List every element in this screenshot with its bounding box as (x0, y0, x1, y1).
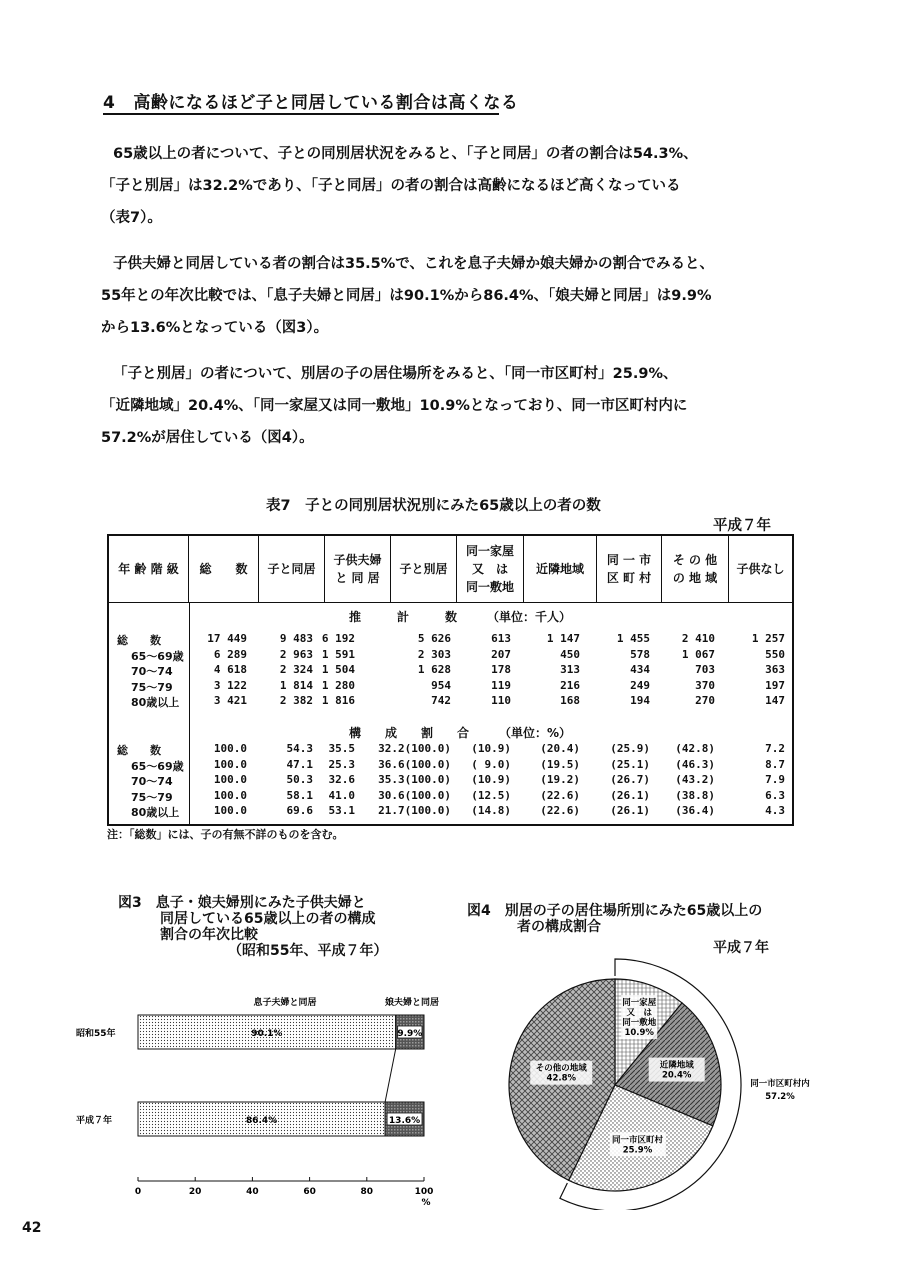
para-line: 57.2%が居住している（図4）。 (101, 430, 314, 446)
table-cell: 194 (630, 694, 650, 707)
table-cell: 1 067 (681, 647, 715, 661)
slice-label: 同一敷地 (622, 1018, 657, 1029)
table-header-cell: 子供なし (736, 562, 785, 576)
table-header-cell: 近隣地域 (524, 536, 597, 602)
fig3-title-line: 図3 息子・娘夫婦別にみた子供夫婦と (118, 895, 366, 911)
table-cell: 9 483 (279, 632, 313, 645)
table-cell: 450 (560, 647, 580, 661)
table-header-cell: 子と同居 (259, 536, 325, 602)
table-cell: 35.3(100.0) (378, 773, 451, 786)
para-line: 「子と別居」は32.2%であり、「子と同居」の者の割合は高齢になるほど高くなっている (101, 178, 681, 194)
row-label: 65〜69歳 (131, 649, 184, 663)
table-cell: 1 257 (751, 632, 785, 645)
table-cell: 119 (491, 678, 511, 692)
table-cell: 7.9 (765, 773, 785, 786)
x-unit: % (421, 1198, 431, 1208)
table-cell: 110 (491, 694, 511, 707)
fig4-year: 平成７年 (713, 940, 769, 956)
table-header (109, 536, 792, 603)
table-cell: 370 (695, 678, 715, 692)
slice-label: 20.4% (661, 1070, 692, 1081)
table-cell: 2 963 (279, 647, 313, 661)
legend-son: 息子夫婦と同居 (253, 998, 317, 1008)
category-label: 昭和55年 (76, 1029, 116, 1039)
slice-label: 又 は (626, 1008, 652, 1019)
table-cell: 6 289 (213, 647, 247, 661)
connector-line (385, 1049, 396, 1102)
slice-label: 10.9% (624, 1028, 654, 1039)
table-cell: (36.4) (675, 804, 715, 817)
table-cell: 32.6 (328, 773, 355, 786)
table-cell: 434 (630, 663, 650, 676)
section-label-estimates: 推 計 数 （単位：千人） (349, 610, 572, 624)
table-cell: 100.0 (213, 757, 247, 771)
bar-data-label: 9.9% (397, 1029, 423, 1039)
table-cell: 1 816 (321, 694, 355, 707)
x-tick-label: 60 (303, 1187, 316, 1197)
table-header-cell: 同一家屋 又 は 同一敷地 (457, 536, 524, 602)
fig4-title (467, 903, 762, 935)
fig4-title-line: 図4 別居の子の居住場所別にみた65歳以上の (467, 903, 763, 919)
table-cell: 50.3 (286, 773, 313, 786)
table-cell: 3 122 (213, 678, 247, 692)
slice-label: 42.8% (546, 1073, 577, 1084)
table-cell: (25.9) (610, 742, 650, 755)
fig4-title-line: 者の構成割合 (517, 919, 601, 936)
table-cell: 954 (431, 678, 451, 692)
table-header-cell: 子供夫婦 と 同 居 (325, 536, 391, 602)
table-cell: (38.8) (675, 788, 715, 802)
table-cell: 7.2 (765, 742, 785, 755)
table-cell: ( 9.0) (471, 757, 511, 771)
slice-label: その他の地域 (535, 1063, 587, 1074)
para-line: 55年との年次比較では、「息子夫婦と同居」は90.1%から86.4%、「娘夫婦と同居」は9.9% (101, 288, 712, 304)
table-cell: (19.5) (540, 757, 580, 771)
paragraph-3 (101, 364, 813, 460)
table-cell: 21.7(100.0) (378, 804, 451, 817)
table-cell: 69.6 (286, 804, 313, 817)
table-cell: 32.2(100.0) (378, 742, 451, 755)
table-cell: (26.1) (610, 788, 650, 802)
table-header-cell: 子と別居 (391, 536, 457, 602)
fig3-title-line: 割合の年次比較 (160, 927, 258, 944)
paragraph-2 (101, 254, 813, 350)
table-cell: 197 (765, 678, 785, 692)
table-cell: 3 421 (213, 694, 247, 707)
table-cell: 178 (491, 663, 511, 676)
row-label: 65〜69歳 (131, 759, 184, 773)
table-cell: 1 280 (321, 678, 355, 692)
slice-label: 近隣地域 (659, 1060, 694, 1071)
bracket-value: 57.2% (765, 1092, 795, 1102)
fig3-title-line: 同居している65歳以上の者の構成 (160, 911, 376, 928)
table-cell: 4.3 (765, 804, 785, 817)
para-line: 子供夫婦と同居している者の割合は35.5%で、これを息子夫婦か娘夫婦かの割合でみると、 (113, 256, 715, 272)
table-header-cell: 総 数 (189, 536, 259, 602)
table-cell: (22.6) (540, 788, 580, 802)
para-line: 「子と別居」の者について、別居の子の居住場所をみると、「同一市区町村」25.9%、 (113, 366, 678, 382)
table-cell: 613 (491, 632, 511, 645)
slice-label: 同一市区町村 (611, 1135, 663, 1146)
fig3-title (118, 895, 387, 959)
table-cell: (10.9) (471, 742, 511, 755)
legend-daughter: 娘夫婦と同居 (384, 998, 440, 1008)
table-cell: 1 504 (321, 663, 355, 676)
table-cell: 1 628 (417, 663, 451, 676)
table-cell: 6.3 (765, 788, 785, 802)
table-cell: 270 (695, 694, 715, 707)
para-line: （表7）。 (101, 210, 162, 226)
table-cell: 2 382 (279, 694, 313, 707)
table-cell: (14.8) (471, 804, 511, 817)
paragraph-1 (101, 144, 813, 240)
table-cell: 249 (630, 678, 650, 692)
row-label: 80歳以上 (131, 696, 180, 709)
x-tick-label: 40 (246, 1187, 259, 1197)
table-cell: (22.6) (540, 804, 580, 817)
table-cell: 550 (765, 647, 785, 661)
para-line: 65歳以上の者について、子との同別居状況をみると、「子と同居」の者の割合は54.3%、 (113, 146, 698, 162)
table-cell: 100.0 (213, 742, 247, 755)
table-cell: 168 (560, 694, 580, 707)
row-label: 70〜74 (131, 775, 173, 788)
table-cell: 5 626 (417, 632, 451, 645)
row-label: 70〜74 (131, 665, 173, 678)
bar-data-label: 13.6% (388, 1116, 421, 1126)
table-cell: 100.0 (213, 804, 247, 817)
table-cell: 2 303 (417, 647, 451, 661)
section-number: 4 (103, 93, 116, 113)
x-tick-label: 80 (360, 1187, 374, 1197)
table-cell: 41.0 (328, 788, 355, 802)
slice-label: 25.9% (622, 1145, 653, 1156)
row-label: 総 数 (117, 634, 161, 647)
table-year: 平成７年 (713, 518, 771, 534)
bar-data-label: 86.4% (245, 1116, 278, 1126)
table-cell: 17 449 (207, 632, 247, 645)
table-cell: (43.2) (675, 773, 715, 786)
slice-label: 同一家屋 (622, 998, 657, 1009)
row-label: 75〜79 (131, 790, 173, 804)
table-cell: 47.1 (286, 757, 313, 771)
table-cell: 2 410 (681, 632, 715, 645)
table-cell: 578 (630, 647, 650, 661)
table-7 (107, 534, 794, 826)
table-title: 表7 子との同別居状況別にみた65歳以上の者の数 (266, 498, 601, 514)
table-cell: 1 147 (546, 632, 580, 645)
table-cell: 207 (491, 647, 511, 661)
table-cell: 216 (560, 678, 580, 692)
table-cell: 58.1 (286, 788, 313, 802)
table-header-cell: 同 一 市 区 町 村 (597, 536, 662, 602)
bracket-label: 同一市区町村内 (750, 1079, 810, 1089)
table-cell: 742 (431, 694, 451, 707)
table-cell: (42.8) (675, 742, 715, 755)
table-cell: 4 618 (213, 663, 247, 676)
page-number: 42 (22, 1220, 42, 1236)
table-cell: 703 (695, 663, 715, 676)
table-cell: 36.6(100.0) (378, 757, 451, 771)
table-cell: 8.7 (765, 757, 785, 771)
row-label: 総 数 (117, 744, 161, 757)
table-cell: 313 (560, 663, 580, 676)
section-title: 高齢になるほど子と同居している割合は高くなる (133, 93, 519, 113)
table-cell: 100.0 (213, 773, 247, 786)
row-label: 80歳以上 (131, 806, 180, 819)
table-cell: (12.5) (471, 788, 511, 802)
table-cell: 2 324 (279, 663, 313, 676)
table-cell: 6 192 (321, 632, 355, 645)
table-cell: (19.2) (540, 773, 580, 786)
table-cell: (26.7) (610, 773, 650, 786)
bar-data-label: 90.1% (251, 1029, 283, 1039)
section-label-ratios: 構 成 割 合 （単位：%） (349, 726, 572, 740)
table-note: 注：「総数」には、子の有無不詳のものを含む。 (107, 828, 344, 841)
table-cell: 30.6(100.0) (378, 788, 451, 802)
table-cell: (20.4) (540, 742, 580, 755)
category-label: 平成７年 (76, 1116, 113, 1126)
fig3-title-line: （昭和55年、平成７年） (228, 943, 388, 960)
table-cell: 363 (765, 663, 785, 676)
x-tick-label: 20 (188, 1187, 202, 1197)
section-heading (103, 88, 518, 113)
table-cell: (10.9) (471, 773, 511, 786)
section-underline (103, 113, 499, 115)
table-cell: 54.3 (286, 742, 313, 755)
table-cell: 100.0 (213, 788, 247, 802)
table-cell: (25.1) (610, 757, 650, 771)
fig4-pie-chart (480, 950, 860, 1210)
x-tick-label: 0 (134, 1187, 142, 1197)
para-line: 「近隣地域」20.4%、「同一家屋又は同一敷地」10.9%となっており、同一市区町村内に (101, 398, 688, 414)
table-cell: 25.3 (328, 757, 355, 771)
table-cell: 1 591 (321, 647, 355, 661)
table-header-cell: 年 齢 階 級 (109, 536, 189, 602)
table-cell: 1 814 (279, 678, 313, 692)
table-cell: (46.3) (675, 757, 715, 771)
row-label: 75〜79 (131, 680, 173, 694)
table-cell: 35.5 (328, 742, 355, 755)
fig3-bar-chart (70, 985, 470, 1210)
para-line: から13.6%となっている（図3）。 (101, 320, 329, 336)
table-header-cell: そ の 他 の 地 域 (662, 536, 729, 602)
table-cell: 53.1 (328, 804, 355, 817)
x-tick-label: 100 (414, 1187, 434, 1197)
table-cell: (26.1) (610, 804, 650, 817)
table-cell: 147 (765, 694, 785, 707)
table-cell: 1 455 (616, 632, 650, 645)
